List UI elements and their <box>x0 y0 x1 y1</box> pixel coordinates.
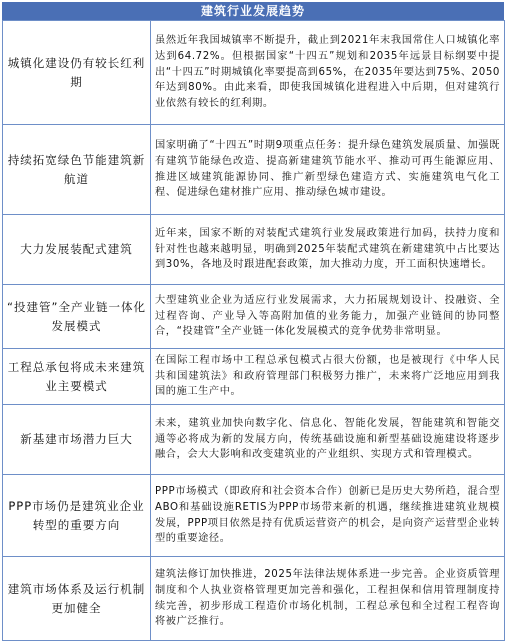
trend-table <box>2 20 505 641</box>
trend-label-cell: 工程总承包将成未来建筑业主要模式 <box>3 349 151 405</box>
table-row <box>3 557 505 641</box>
trend-description-cell: 虽然近年我国城镇率不断提升，截止到2021年末我国常住人口城镇化率达到64.72%。但根据国家“十四五”规划和2035年远景目标纲要中提出“十四五”时期城镇化率要提高到65%，在2035年要达到75%、2050年达到80%。由此来看，即使我国城镇化进程进入中后期，但对建筑行业依然有较长的红利期。 <box>151 21 505 125</box>
trend-description-cell: 大型建筑业企业为适应行业发展需求，大力拓展规划设计、投融资、全过程咨询、产业导入等高附加值的业务能力，加强产业链间的协同整合，“投建管”全产业链一体化发展模式的竞争优势非常明显。 <box>151 285 505 349</box>
table-title: 建筑行业发展趋势 <box>2 2 504 20</box>
table-row <box>3 349 505 405</box>
trend-label-cell: 新基建市场潜力巨大 <box>3 405 151 475</box>
trend-description-cell: 在国际工程市场中工程总承包模式占很大份额，也是被现行《中华人民共和国建筑法》和政府管理部门积极努力推广，未来将广泛地应用到我国的施工生产中。 <box>151 349 505 405</box>
trend-label-cell: 城镇化建设仍有较长红利期 <box>3 21 151 125</box>
table-row <box>3 215 505 285</box>
trend-description-cell: 未来，建筑业加快向数字化、信息化、智能化发展，智能建筑和智能交通等必将成为新的发展方向，传统基础设施和新型基础设施建设将逐步融合，会大大影响和改变建筑业的产业组织、实现方式和管理模式。 <box>151 405 505 475</box>
table-row <box>3 21 505 125</box>
table-row <box>3 285 505 349</box>
table-row <box>3 405 505 475</box>
table-body <box>3 21 505 641</box>
trend-description-cell: PPP市场模式（即政府和社会资本合作）创新已是历史大势所趋，混合型ABO和基础设施RETIS为PPP市场带来新的机遇，继续推进建筑业规模发展，PPP项目依然是持有优质运营资产的机会，是向资产运营型企业转型的重要途径。 <box>151 475 505 557</box>
trend-label-cell: 持续拓宽绿色节能建筑新航道 <box>3 125 151 215</box>
trend-description-cell: 建筑法修订加快推进，2025年法律法规体系进一步完善。企业资质管理制度和个人执业资格管理更加完善和强化，工程担保和信用管理制度持续完善，初步形成工程造价市场化机制，工程总承包和全过程工程咨询将被广泛推行。 <box>151 557 505 641</box>
trend-label-cell: 建筑市场体系及运行机制更加健全 <box>3 557 151 641</box>
trend-table-figure <box>2 2 504 642</box>
trend-label-cell: PPP市场仍是建筑业企业转型的重要方向 <box>3 475 151 557</box>
table-row <box>3 125 505 215</box>
trend-label-cell: “投建管”全产业链一体化发展模式 <box>3 285 151 349</box>
trend-description-cell: 国家明确了“十四五”时期9项重点任务：提升绿色建筑发展质量、加强既有建筑节能绿色改造、提高新建建筑节能水平、推动可再生能源应用、推进区域建筑能源协同、推广新型绿色建造方式、实施建筑电气化工程、促进绿色建材推广应用、推动绿色城市建设。 <box>151 125 505 215</box>
table-row <box>3 475 505 557</box>
trend-label-cell: 大力发展装配式建筑 <box>3 215 151 285</box>
trend-description-cell: 近年来，国家不断的对装配式建筑行业发展政策进行加码，扶持力度和针对性也越来越明显，明确到2025年装配式建筑在新建建筑中占比要达到30%，各地及时跟进配套政策，加大推动力度，开工面积快速增长。 <box>151 215 505 285</box>
